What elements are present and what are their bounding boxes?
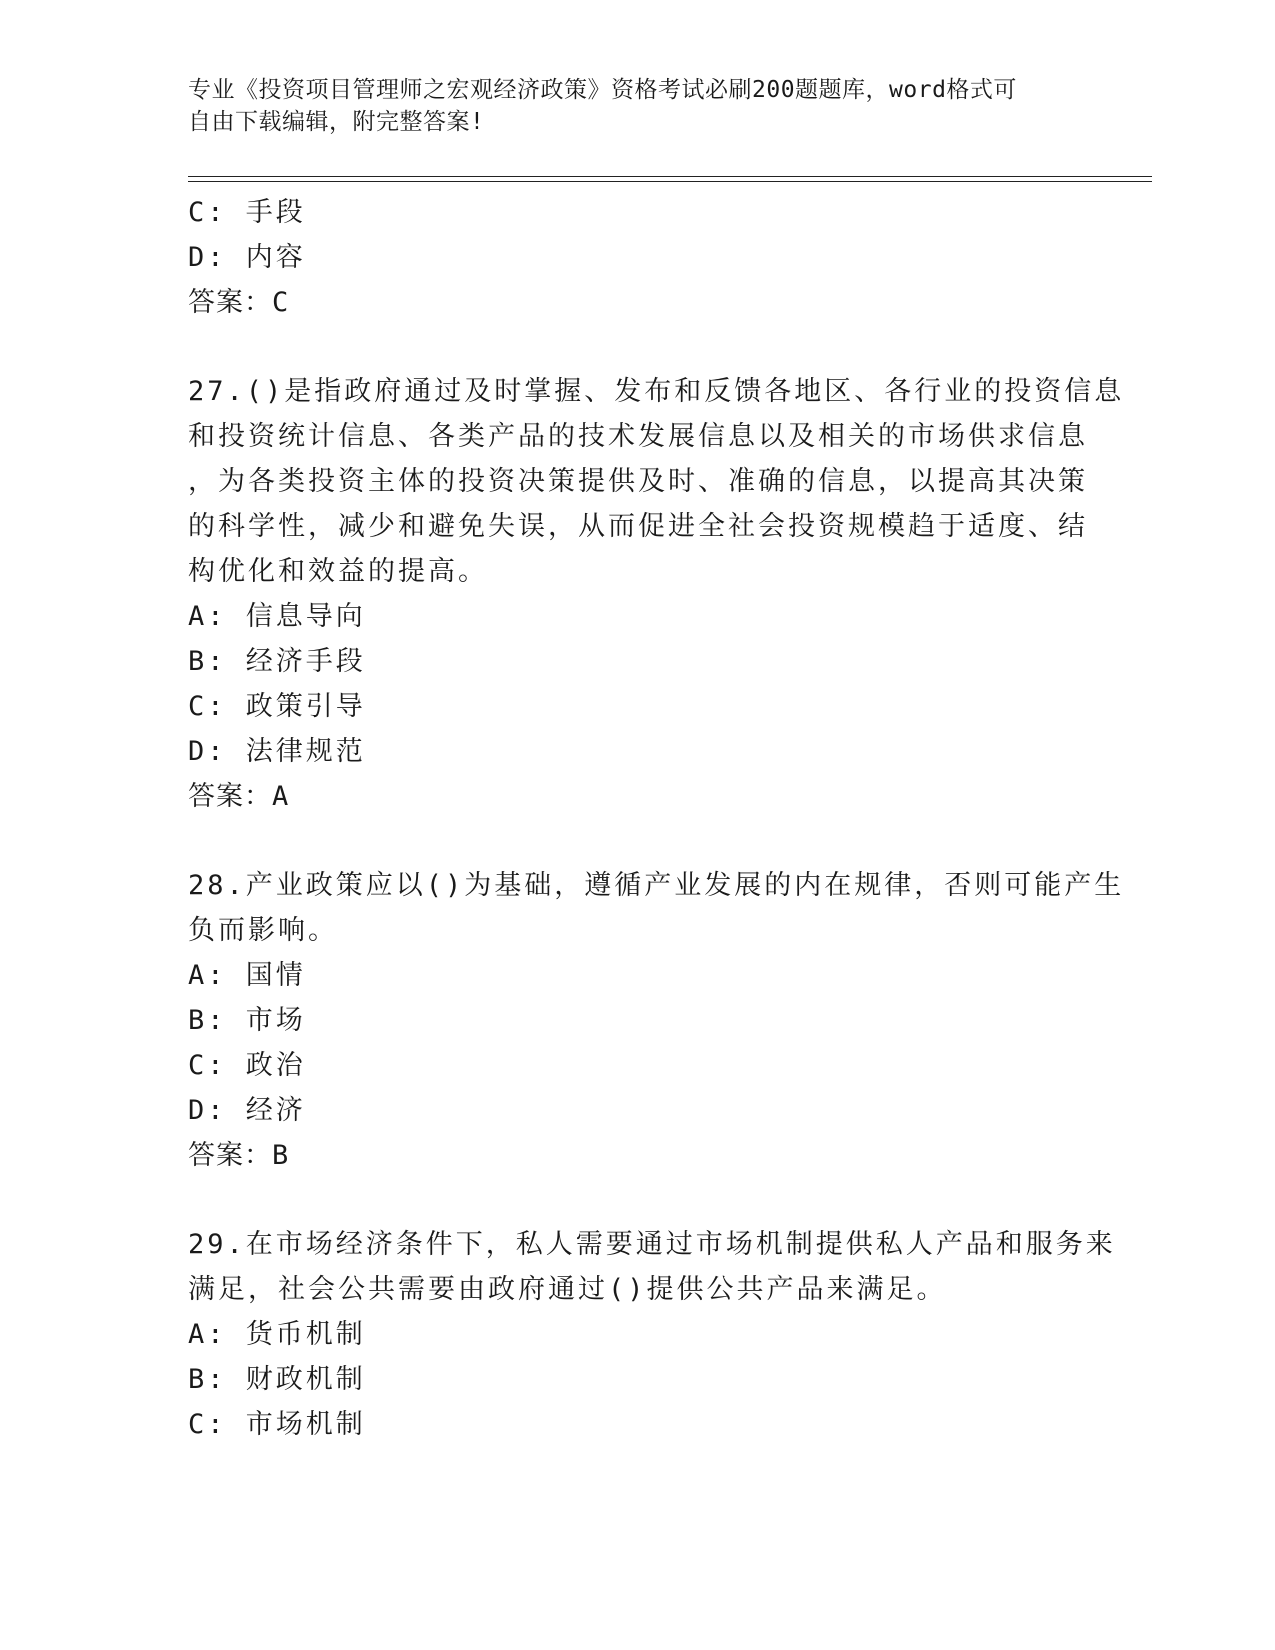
document-body [188,190,1125,1447]
question-27 [188,369,1125,819]
answer-value: C [272,287,289,318]
spacer [188,1178,1088,1222]
option-d: D: 经济 [188,1095,306,1126]
option-a: A: 国情 [188,960,306,991]
option-b: B: 经济手段 [188,646,366,677]
header-line-2: 自由下载编辑，附完整答案! [188,109,485,135]
question-stem [188,863,1125,953]
stem-line: 27.()是指政府通过及时掌握、发布和反馈各地区、各行业的投资信息 [188,376,1125,407]
spacer [188,819,1088,863]
answer-value: A [272,781,289,812]
answer-label: 答案： [188,781,272,812]
document-header [188,74,1088,138]
option-c: C: 市场机制 [188,1409,366,1440]
stem-line: 29.在市场经济条件下，私人需要通过市场机制提供私人产品和服务来 [188,1229,1116,1260]
spacer [188,325,1088,369]
answer-value: B [272,1140,289,1171]
answer-line [188,774,1088,819]
question-29 [188,1222,1116,1447]
question-stem [188,369,1125,594]
header-divider-top [188,176,1152,177]
option-b: B: 市场 [188,1005,306,1036]
option-c: C: 手段 [188,197,306,228]
stem-line: 满足，社会公共需要由政府通过()提供公共产品来满足。 [188,1274,947,1305]
answer-line [188,280,1088,325]
answer-line [188,1133,1088,1178]
question-stem [188,1222,1116,1312]
stem-line: 和投资统计信息、各类产品的技术发展信息以及相关的市场供求信息 [188,421,1088,452]
option-c: C: 政策引导 [188,691,366,722]
option-b: B: 财政机制 [188,1364,366,1395]
answer-label: 答案： [188,287,272,318]
option-d: D: 内容 [188,242,306,273]
option-d: D: 法律规范 [188,736,366,767]
stem-line: ，为各类投资主体的投资决策提供及时、准确的信息，以提高其决策 [188,466,1088,497]
option-c: C: 政治 [188,1050,306,1081]
stem-line: 构优化和效益的提高。 [188,556,488,587]
question-28 [188,863,1125,1178]
question-26-continued [188,190,1088,325]
stem-line: 负而影响。 [188,915,338,946]
stem-line: 28.产业政策应以()为基础，遵循产业发展的内在规律，否则可能产生 [188,870,1125,901]
option-a: A: 信息导向 [188,601,366,632]
answer-label: 答案： [188,1140,272,1171]
header-line-1: 专业《投资项目管理师之宏观经济政策》资格考试必刷200题题库，word格式可 [188,77,1017,103]
option-a: A: 货币机制 [188,1319,366,1350]
stem-line: 的科学性，减少和避免失误，从而促进全社会投资规模趋于适度、结 [188,511,1088,542]
header-divider-bottom [188,181,1152,182]
